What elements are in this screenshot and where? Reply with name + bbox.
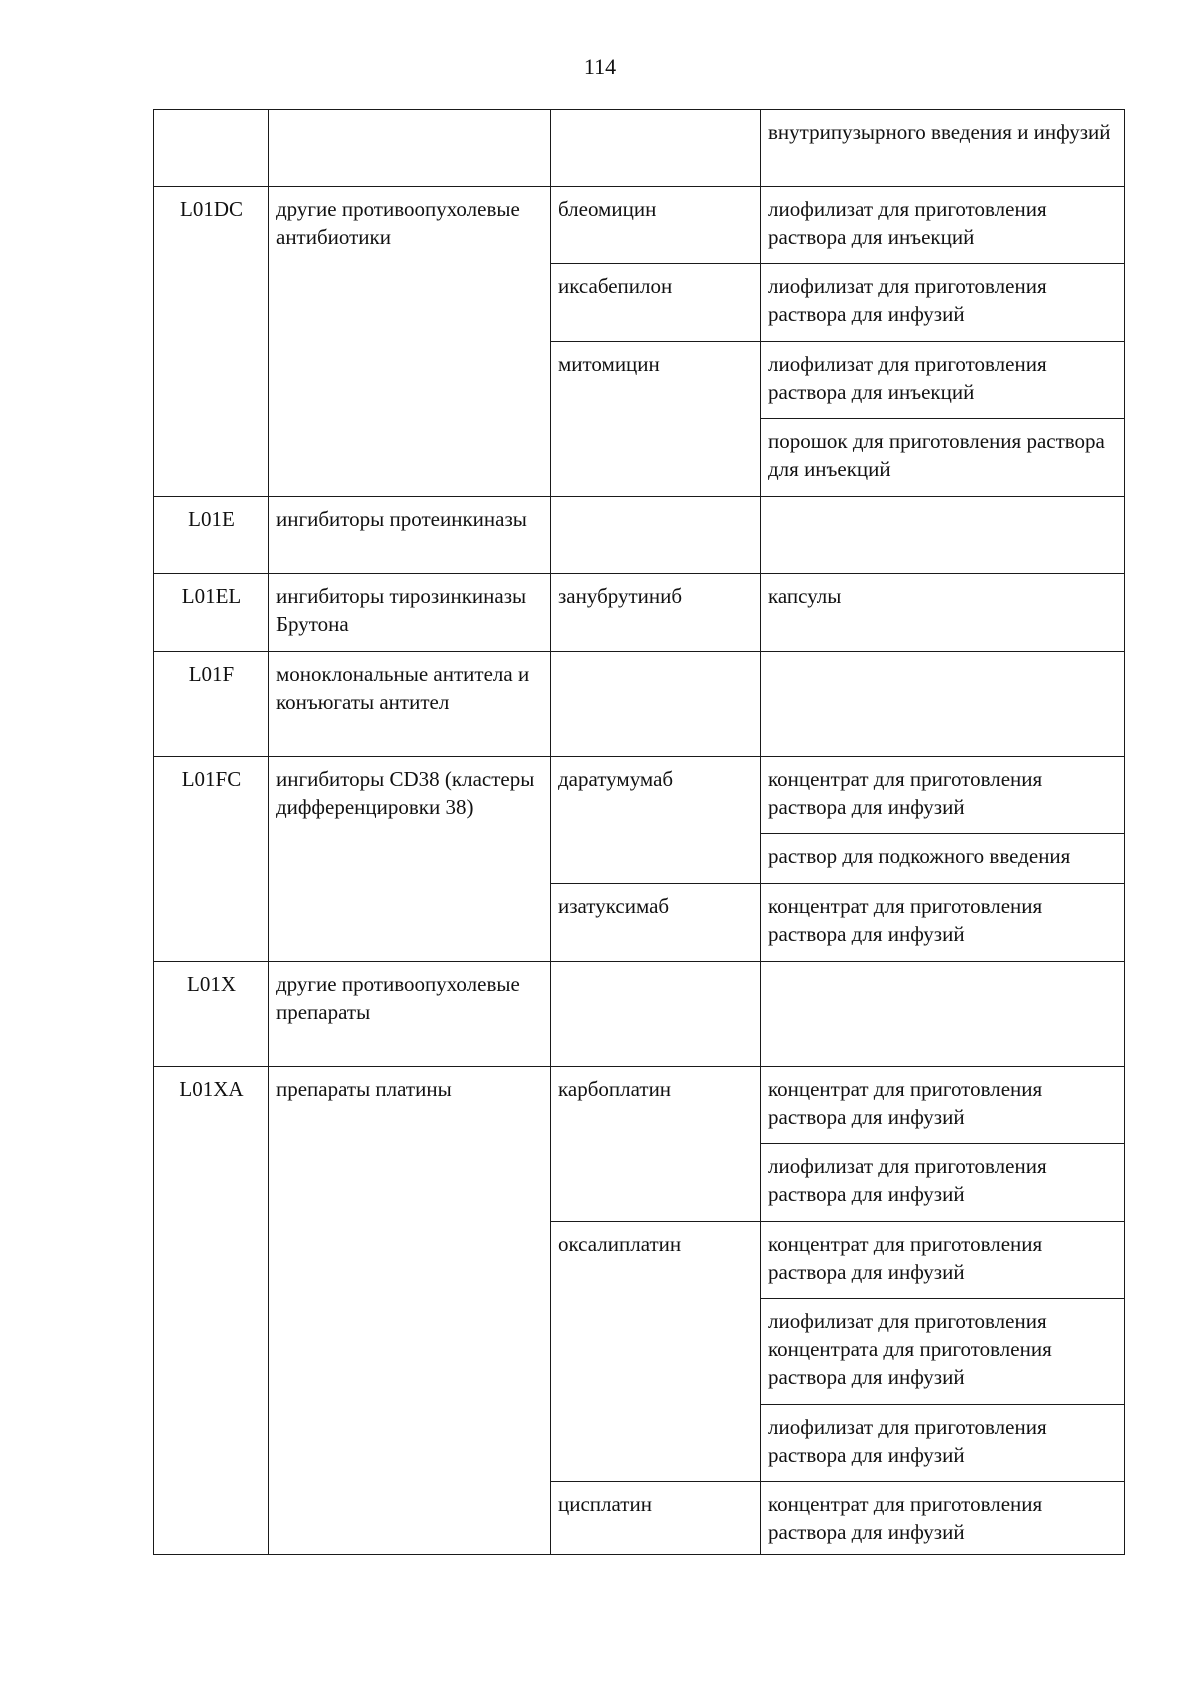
dosage-form-cell xyxy=(761,652,1125,757)
group-cell: ингибиторы тирозинкиназы Брутона xyxy=(269,574,551,652)
dosage-form-cell: капсулы xyxy=(761,574,1125,652)
drug-name-cell xyxy=(551,110,761,187)
group-cell: другие противоопухолевые препараты xyxy=(269,962,551,1067)
drug-name-cell xyxy=(551,962,761,1067)
dosage-form-cell xyxy=(761,962,1125,1067)
dosage-form-cell: концентрат для приготовления раствора для инфузий xyxy=(761,1222,1125,1299)
table-row xyxy=(154,574,1125,652)
dosage-form-cell: лиофилизат для приготовления раствора для инфузий xyxy=(761,264,1125,342)
drug-name-cell: блеомицин xyxy=(551,187,761,264)
group-cell: другие противоопухолевые антибиотики xyxy=(269,187,551,497)
drug-name-cell: цисплатин xyxy=(551,1482,761,1555)
dosage-form-cell: раствор для подкожного введения xyxy=(761,834,1125,884)
atc-code-cell: L01F xyxy=(154,652,269,757)
drug-name-cell: карбоплатин xyxy=(551,1067,761,1222)
atc-code-cell: L01XA xyxy=(154,1067,269,1555)
dosage-form-cell: концентрат для приготовления раствора для инфузий xyxy=(761,1482,1125,1555)
dosage-form-cell: лиофилизат для приготовления раствора для инфузий xyxy=(761,1405,1125,1482)
dosage-form-cell: концентрат для приготовления раствора для инфузий xyxy=(761,1067,1125,1144)
dosage-form-cell: лиофилизат для приготовления раствора для инъекций xyxy=(761,342,1125,419)
table-row xyxy=(154,757,1125,834)
dosage-form-cell: концентрат для приготовления раствора для инфузий xyxy=(761,884,1125,962)
atc-code-cell: L01E xyxy=(154,497,269,574)
table-row xyxy=(154,497,1125,574)
group-cell: препараты платины xyxy=(269,1067,551,1555)
drug-name-cell: иксабепилон xyxy=(551,264,761,342)
drug-name-cell: изатуксимаб xyxy=(551,884,761,962)
atc-code-cell xyxy=(154,110,269,187)
dosage-form-cell: концентрат для приготовления раствора для инфузий xyxy=(761,757,1125,834)
table-row xyxy=(154,187,1125,264)
group-cell: ингибиторы CD38 (кластеры дифференцировки 38) xyxy=(269,757,551,962)
group-cell: ингибиторы протеинкиназы xyxy=(269,497,551,574)
dosage-form-cell: внутрипузырного введения и инфузий xyxy=(761,110,1125,187)
group-cell: моноклональные антитела и конъюгаты антител xyxy=(269,652,551,757)
drug-name-cell xyxy=(551,652,761,757)
dosage-form-cell: лиофилизат для приготовления концентрата для приготовления раствора для инфузий xyxy=(761,1299,1125,1405)
atc-code-cell: L01EL xyxy=(154,574,269,652)
drug-name-cell xyxy=(551,497,761,574)
atc-code-cell: L01X xyxy=(154,962,269,1067)
drug-table-body xyxy=(154,110,1125,1555)
dosage-form-cell xyxy=(761,497,1125,574)
drug-name-cell: занубрутиниб xyxy=(551,574,761,652)
table-row xyxy=(154,962,1125,1067)
atc-code-cell: L01DC xyxy=(154,187,269,497)
drug-name-cell: оксалиплатин xyxy=(551,1222,761,1482)
drug-name-cell: митомицин xyxy=(551,342,761,497)
page-number: 114 xyxy=(583,54,617,79)
drug-name-cell: даратумумаб xyxy=(551,757,761,884)
dosage-form-cell: лиофилизат для приготовления раствора для инъекций xyxy=(761,187,1125,264)
table-row xyxy=(154,652,1125,757)
dosage-form-cell: лиофилизат для приготовления раствора для инфузий xyxy=(761,1144,1125,1222)
dosage-form-cell: порошок для приготовления раствора для инъекций xyxy=(761,419,1125,497)
table-row xyxy=(154,1067,1125,1144)
table-row xyxy=(154,110,1125,187)
drug-table xyxy=(153,109,1125,1555)
group-cell xyxy=(269,110,551,187)
atc-code-cell: L01FC xyxy=(154,757,269,962)
